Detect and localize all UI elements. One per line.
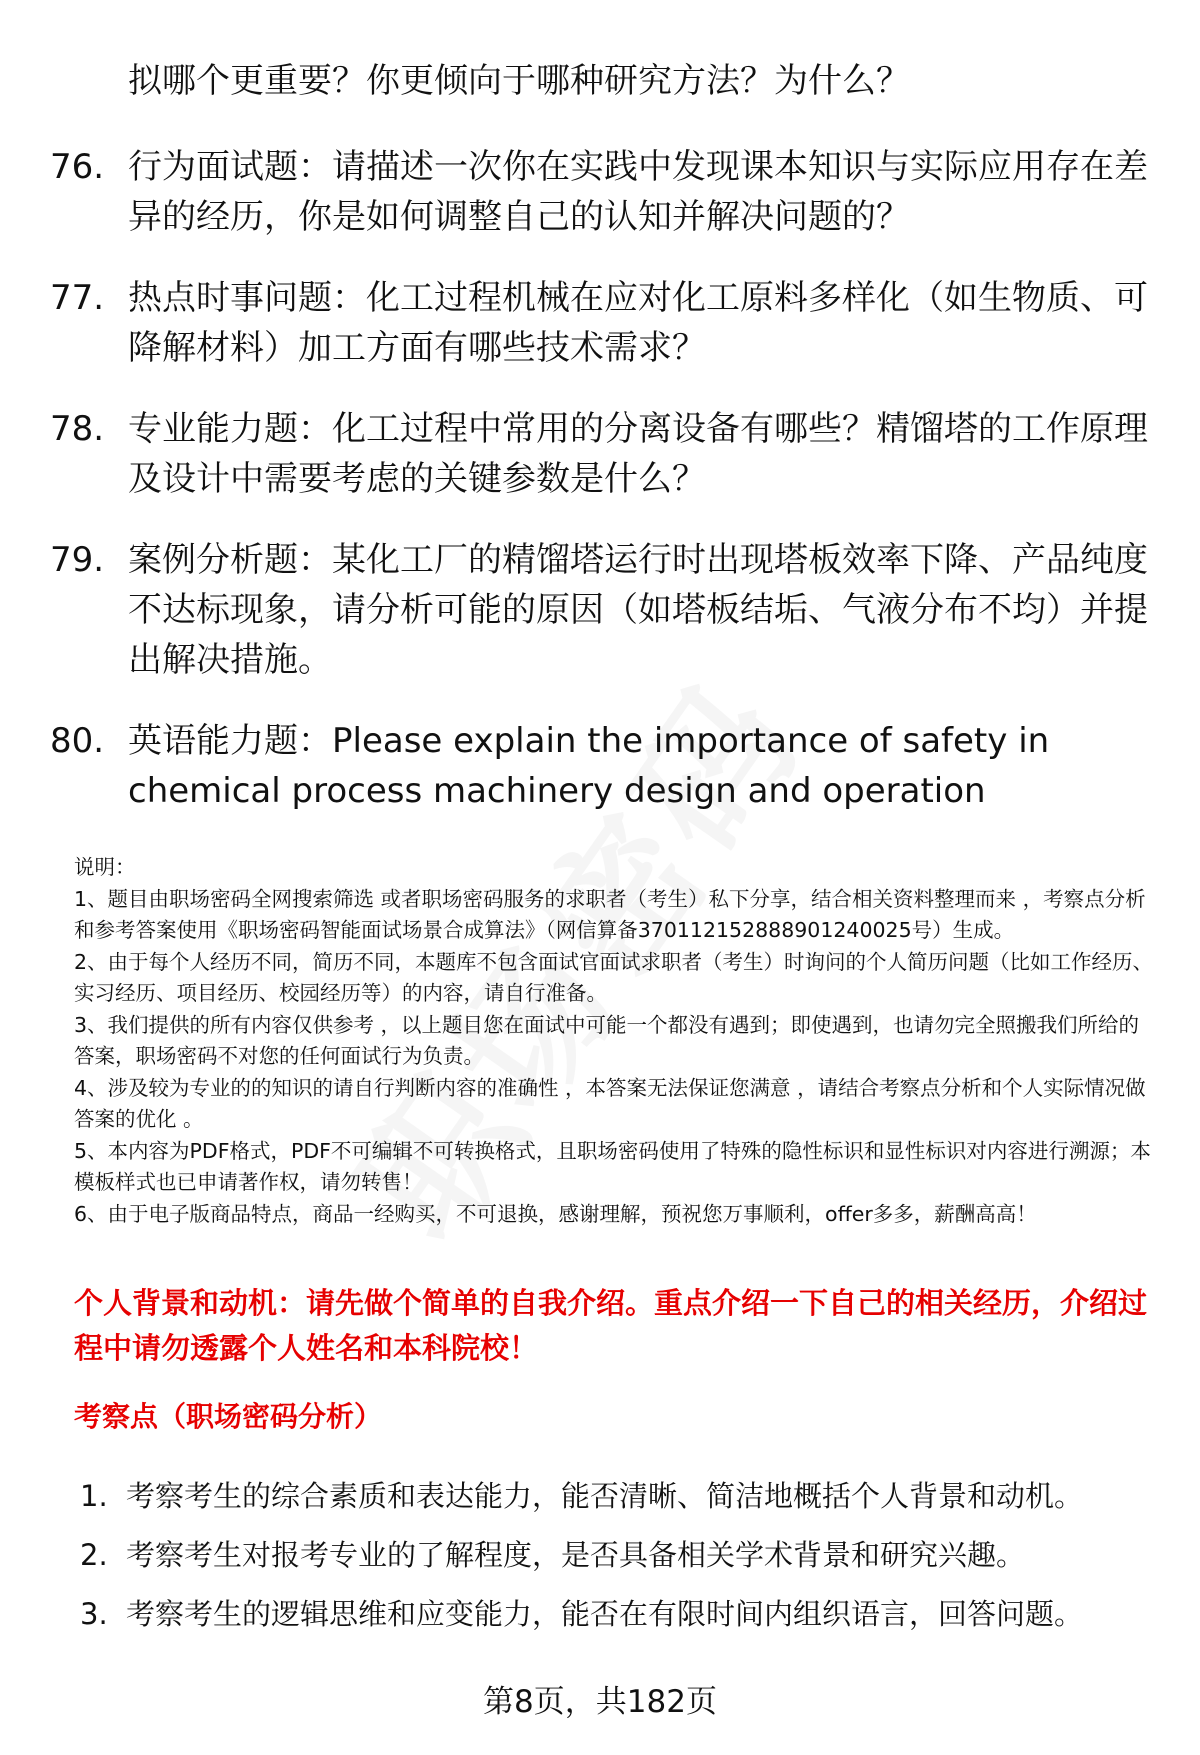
question-text: 热点时事问题：化工过程机械在应对化工原料多样化（如生物质、可降解材料）加工方面有哪些技术需求？	[128, 278, 1148, 368]
point-text: 考察考生的综合素质和表达能力，能否清晰、简洁地概括个人背景和动机。	[126, 1479, 1084, 1513]
page-footer: 第8页，共182页	[483, 1684, 717, 1720]
question-text: 案例分析题：某化工厂的精馏塔运行时出现塔板效率下降、产品纯度不达标现象，请分析可能的原因（如塔板结垢、气液分布不均）并提出解决措施。	[128, 540, 1148, 680]
question-item	[50, 404, 1150, 504]
notes-item: 1、题目由职场密码全网搜索筛选 或者职场密码服务的求职者（考生）私下分享，结合相关资料整理而来 ，考察点分析和参考答案使用《职场密码智能面试场景合成算法》（网信算备370112152888901240025号）生成。	[74, 886, 1146, 942]
question-text: 行为面试题：请描述一次你在实践中发现课本知识与实际应用存在差异的经历，你是如何调整自己的认知并解决问题的？	[128, 147, 1148, 237]
disclaimer-notes	[74, 852, 1154, 1230]
question-item	[50, 142, 1150, 242]
question-item	[50, 716, 1150, 816]
point-number: 3.	[80, 1597, 108, 1631]
point-item	[80, 1534, 1160, 1576]
notes-item: 3、我们提供的所有内容仅供参考 ，以上题目您在面试中可能一个都没有遇到；即使遇到，也请勿完全照搬我们所给的答案，职场密码不对您的任何面试行为负责。	[74, 1012, 1140, 1068]
notes-title: 说明：	[74, 855, 136, 879]
question-number: 76.	[50, 147, 105, 187]
assessment-points	[80, 1475, 1160, 1652]
point-text: 考察考生的逻辑思维和应变能力，能否在有限时间内组织语言，回答问题。	[126, 1597, 1084, 1631]
question-number: 77.	[50, 278, 105, 318]
question-text: 专业能力题：化工过程中常用的分离设备有哪些？精馏塔的工作原理及设计中需要考虑的关键参数是什么？	[128, 409, 1148, 499]
point-item	[80, 1593, 1160, 1635]
point-number: 2.	[80, 1538, 108, 1572]
point-text: 考察考生对报考专业的了解程度，是否具备相关学术背景和研究兴趣。	[126, 1538, 1026, 1572]
question-number: 79.	[50, 540, 105, 580]
question-list	[50, 142, 1150, 847]
point-number: 1.	[80, 1479, 108, 1513]
section-heading: 个人背景和动机：请先做个简单的自我介绍。重点介绍一下自己的相关经历，介绍过程中请勿透露个人姓名和本科院校！	[74, 1286, 1148, 1365]
point-item	[80, 1475, 1160, 1517]
notes-item: 4、涉及较为专业的的知识的请自行判断内容的准确性 ，本答案无法保证您满意 ，请结合考察点分析和个人实际情况做答案的优化 。	[74, 1075, 1146, 1131]
question-number: 80.	[50, 721, 105, 761]
notes-item: 2、由于每个人经历不同，简历不同，本题库不包含面试官面试求职者（考生）时询问的个人简历问题（比如工作经历、实习经历、项目经历、校园经历等）的内容，请自行准备。	[74, 949, 1154, 1005]
question-item	[50, 535, 1150, 685]
notes-item: 6、由于电子版商品特点，商品一经购买，不可退换，感谢理解，预祝您万事顺利，offer多多，薪酬高高！	[74, 1201, 1037, 1226]
question-75-continuation: 拟哪个更重要？你更倾向于哪种研究方法？为什么？	[128, 61, 910, 101]
section-subheading: 考察点（职场密码分析）	[74, 1400, 383, 1433]
question-number: 78.	[50, 409, 105, 449]
notes-item: 5、本内容为PDF格式，PDF不可编辑不可转换格式，且职场密码使用了特殊的隐性标识和显性标识对内容进行溯源；本模板样式也已申请著作权，请勿转售！	[74, 1138, 1151, 1194]
question-text: 英语能力题：Please explain the importance of safety in chemical process machinery design and operation	[128, 721, 1050, 811]
question-item	[50, 273, 1150, 373]
